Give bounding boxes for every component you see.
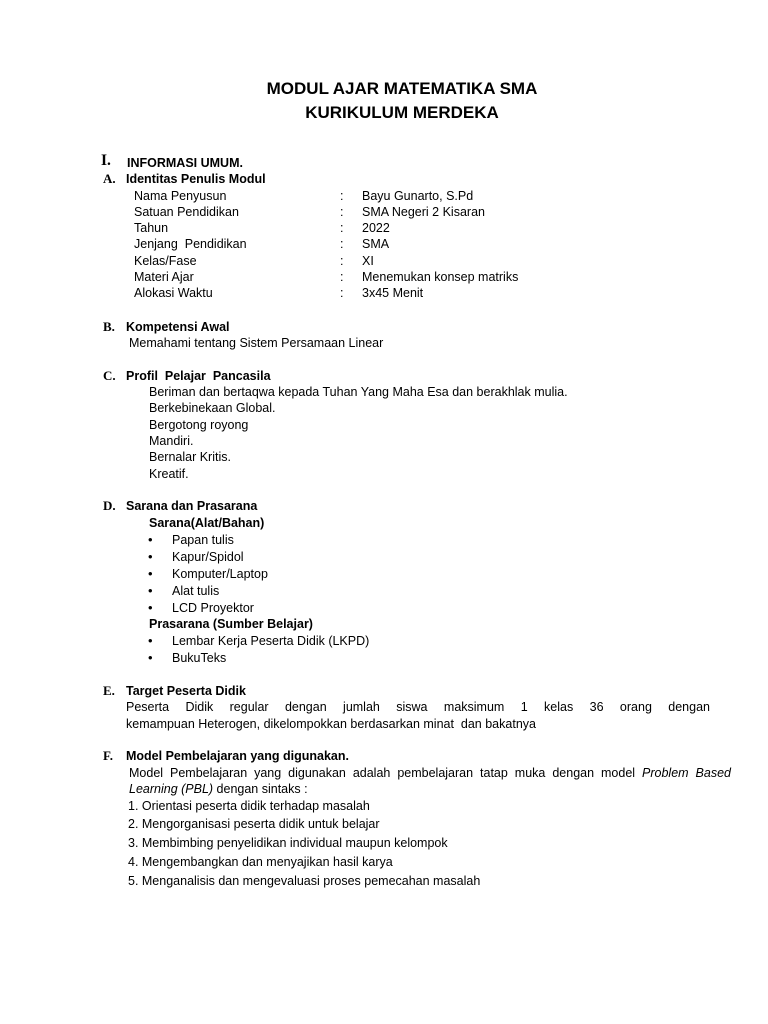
identity-value-jenjang: SMA <box>362 237 390 251</box>
identity-colon: : <box>340 254 344 268</box>
section-main-heading: INFORMASI UMUM. <box>127 156 243 170</box>
identity-colon: : <box>340 189 344 203</box>
identity-colon: : <box>340 286 344 300</box>
document-title-line-2: KURIKULUM MERDEKA <box>305 103 499 122</box>
identity-value-satuan: SMA Negeri 2 Kisaran <box>362 205 485 219</box>
sintaks-step: 2. Mengorganisasi peserta didik untuk belajar <box>128 817 380 831</box>
section-e-text-line-1: Peserta Didik regular dengan jumlah siswa maksimum 1 kelas 36 orang dengan <box>126 700 710 714</box>
section-c-letter: C. <box>103 368 116 383</box>
section-e-letter: E. <box>103 683 115 698</box>
section-b-heading: Kompetensi Awal <box>126 320 230 334</box>
profil-item: Beriman dan bertaqwa kepada Tuhan Yang Maha Esa dan berakhlak mulia. <box>149 385 568 399</box>
profil-item: Berkebinekaan Global. <box>149 401 276 415</box>
identity-value-kelas: XI <box>362 254 374 268</box>
identity-colon: : <box>340 270 344 284</box>
section-a-letter: A. <box>103 171 116 186</box>
section-a-heading: Identitas Penulis Modul <box>126 172 266 186</box>
identity-value-alokasi: 3x45 Menit <box>362 286 424 300</box>
identity-value-nama: Bayu Gunarto, S.Pd <box>362 189 474 203</box>
section-c-heading: Profil Pelajar Pancasila <box>126 369 271 383</box>
bullet-icon: • <box>148 650 153 665</box>
section-d-letter: D. <box>103 498 116 513</box>
section-f-text-line-1 <box>129 765 731 782</box>
profil-item: Kreatif. <box>149 467 189 481</box>
bullet-icon: • <box>148 600 153 615</box>
sarana-item: Komputer/Laptop <box>172 567 268 581</box>
sarana-item: LCD Proyektor <box>172 601 254 615</box>
section-e-text-line-2: kemampuan Heterogen, dikelompokkan berdasarkan minat dan bakatnya <box>126 717 536 731</box>
bullet-icon: • <box>148 583 153 598</box>
sarana-item: Kapur/Spidol <box>172 550 244 564</box>
identity-label-materi: Materi Ajar <box>134 270 194 284</box>
identity-colon: : <box>340 237 344 251</box>
identity-label-tahun: Tahun <box>134 221 169 235</box>
profil-item: Mandiri. <box>149 434 194 448</box>
identity-value-materi: Menemukan konsep matriks <box>362 270 519 284</box>
bullet-icon: • <box>148 633 153 648</box>
section-e-heading: Target Peserta Didik <box>126 684 246 698</box>
identity-colon: : <box>340 205 344 219</box>
profil-item: Bergotong royong <box>149 418 249 432</box>
pbl-term: Problem Based <box>642 766 731 780</box>
bullet-icon: • <box>148 566 153 581</box>
identity-value-tahun: 2022 <box>362 221 390 235</box>
section-f-text-line-2 <box>129 781 308 798</box>
bullet-icon: • <box>148 549 153 564</box>
prasarana-heading: Prasarana (Sumber Belajar) <box>149 617 313 631</box>
prasarana-item: Lembar Kerja Peserta Didik (LKPD) <box>172 634 370 648</box>
section-f-text-plain: dengan sintaks : <box>213 782 308 796</box>
sarana-item: Papan tulis <box>172 533 234 547</box>
sintaks-step: 5. Menganalisis dan mengevaluasi proses pemecahan masalah <box>128 874 481 888</box>
identity-label-satuan: Satuan Pendidikan <box>134 205 239 219</box>
section-numeral: I. <box>101 152 111 169</box>
identity-label-kelas: Kelas/Fase <box>134 254 197 268</box>
sintaks-step: 3. Membimbing penyelidikan individual maupun kelompok <box>128 836 448 850</box>
sarana-item: Alat tulis <box>172 584 220 598</box>
document-title-line-1: MODUL AJAR MATEMATIKA SMA <box>266 79 538 98</box>
sarana-heading: Sarana(Alat/Bahan) <box>149 516 265 530</box>
sintaks-step: 4. Mengembangkan dan menyajikan hasil karya <box>128 855 393 869</box>
section-f-heading: Model Pembelajaran yang digunakan. <box>126 749 349 763</box>
section-b-letter: B. <box>103 319 115 334</box>
section-d-heading: Sarana dan Prasarana <box>126 499 258 513</box>
profil-item: Bernalar Kritis. <box>149 450 231 464</box>
identity-label-nama: Nama Penyusun <box>134 189 227 203</box>
section-b-text: Memahami tentang Sistem Persamaan Linear <box>129 336 384 350</box>
pbl-term: Learning (PBL) <box>129 782 214 796</box>
bullet-icon: • <box>148 532 153 547</box>
prasarana-item: BukuTeks <box>172 651 227 665</box>
identity-label-jenjang: Jenjang Pendidikan <box>134 237 247 251</box>
section-f-text-plain: Model Pembelajaran yang digunakan adalah pembelajaran tatap muka dengan model <box>129 766 636 780</box>
identity-label-alokasi: Alokasi Waktu <box>134 286 213 300</box>
identity-colon: : <box>340 221 344 235</box>
sintaks-step: 1. Orientasi peserta didik terhadap masalah <box>128 799 370 813</box>
section-f-letter: F. <box>103 748 113 763</box>
